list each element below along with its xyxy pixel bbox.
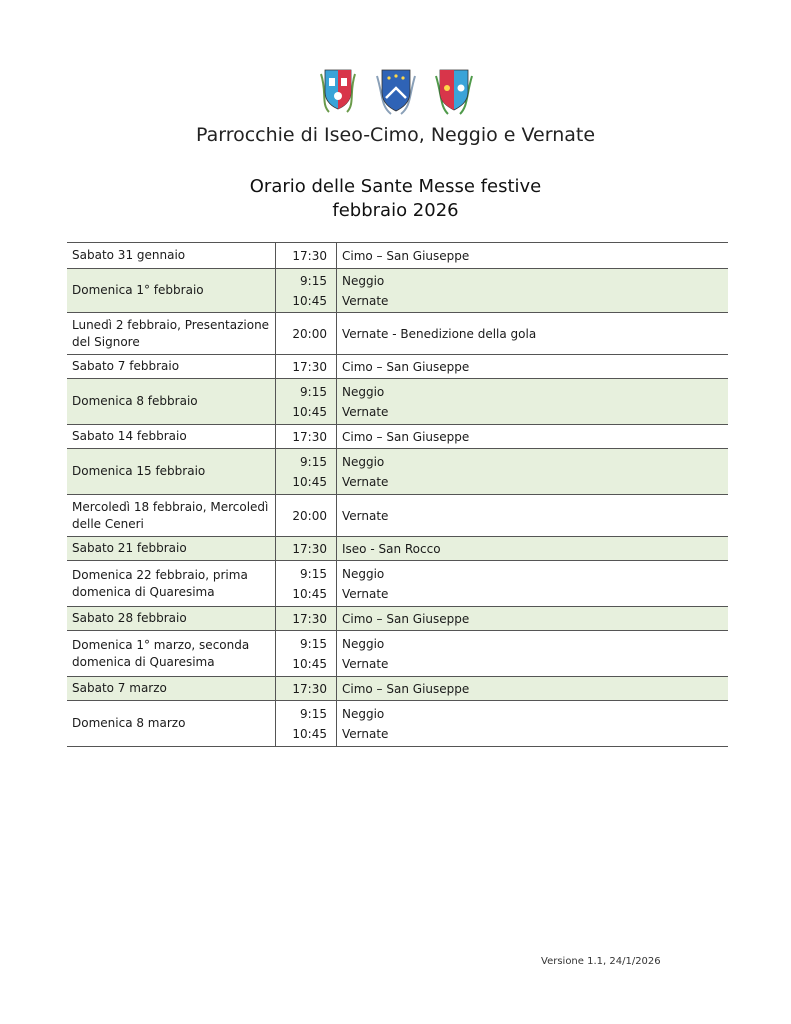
title-line-1: Orario delle Sante Messe festive: [249, 176, 542, 197]
day-cell: Domenica 15 febbraio: [67, 449, 276, 495]
place-cell: [337, 537, 729, 561]
table-row: [67, 607, 728, 631]
mass-time: 10:45: [292, 474, 327, 489]
mass-time: 9:15: [300, 454, 327, 469]
time-cell: [276, 495, 337, 537]
mass-time: 9:15: [300, 273, 327, 288]
place-cell: [337, 561, 729, 607]
table-row: [67, 449, 728, 495]
table-row: [67, 537, 728, 561]
time-cell: [276, 425, 337, 449]
place-cell: [337, 449, 729, 495]
mass-time: 9:15: [300, 636, 327, 651]
time-cell: [276, 379, 337, 425]
place-cell: [337, 313, 729, 355]
day-cell: Domenica 8 febbraio: [67, 379, 276, 425]
time-cell: [276, 355, 337, 379]
table-row: [67, 561, 728, 607]
place-cell: [337, 607, 729, 631]
time-cell: [276, 313, 337, 355]
time-cell: [276, 537, 337, 561]
mass-location: Neggio: [342, 566, 385, 581]
mass-schedule-table: [67, 242, 728, 747]
mass-time: 20:00: [292, 508, 327, 523]
mass-location: Cimo – San Giuseppe: [342, 611, 470, 626]
time-cell: [276, 269, 337, 313]
neggio-coat-of-arms-icon: [373, 66, 419, 118]
day-cell: Sabato 28 febbraio: [67, 607, 276, 631]
day-cell: Sabato 7 febbraio: [67, 355, 276, 379]
mass-location: Iseo - San Rocco: [342, 541, 441, 556]
mass-time: 10:45: [292, 293, 327, 308]
mass-time: 17:30: [292, 681, 327, 696]
table-row: [67, 379, 728, 425]
day-cell: Domenica 1° febbraio: [67, 269, 276, 313]
day-cell: Mercoledì 18 febbraio, Mercoledì delle Ceneri: [67, 495, 276, 537]
mass-location: Vernate: [342, 656, 389, 671]
mass-time: 10:45: [292, 726, 327, 741]
mass-location: Vernate - Benedizione della gola: [342, 326, 537, 341]
table-row: [67, 631, 728, 677]
place-cell: [337, 677, 729, 701]
place-cell: [337, 379, 729, 425]
time-cell: [276, 243, 337, 269]
mass-location: Vernate: [342, 474, 389, 489]
table-row: [67, 355, 728, 379]
mass-time: 9:15: [300, 706, 327, 721]
mass-time: 17:30: [292, 611, 327, 626]
table-row: [67, 701, 728, 747]
mass-location: Neggio: [342, 454, 385, 469]
mass-time: 17:30: [292, 429, 327, 444]
place-cell: [337, 495, 729, 537]
table-row: [67, 269, 728, 313]
day-cell: Sabato 21 febbraio: [67, 537, 276, 561]
table-row: [67, 243, 728, 269]
place-cell: [337, 701, 729, 747]
mass-time: 17:30: [292, 248, 327, 263]
parishes-heading: Parrocchie di Iseo-Cimo, Neggio e Vernate: [195, 124, 596, 146]
mass-location: Neggio: [342, 636, 385, 651]
title-line-2: febbraio 2026: [332, 200, 459, 221]
day-cell: Domenica 8 marzo: [67, 701, 276, 747]
iseo-cimo-coat-of-arms-icon: [315, 66, 361, 118]
place-cell: [337, 243, 729, 269]
mass-time: 9:15: [300, 384, 327, 399]
time-cell: [276, 677, 337, 701]
mass-time: 17:30: [292, 359, 327, 374]
mass-location: Cimo – San Giuseppe: [342, 681, 470, 696]
mass-location: Cimo – San Giuseppe: [342, 359, 470, 374]
day-cell: Sabato 7 marzo: [67, 677, 276, 701]
time-cell: [276, 561, 337, 607]
mass-location: Cimo – San Giuseppe: [342, 429, 470, 444]
place-cell: [337, 355, 729, 379]
coats-of-arms: [0, 66, 791, 118]
document-title: [0, 175, 791, 223]
table-row: [67, 495, 728, 537]
mass-time: 17:30: [292, 541, 327, 556]
day-cell: Domenica 1° marzo, seconda domenica di Quaresima: [67, 631, 276, 677]
day-cell: Domenica 22 febbraio, prima domenica di Quaresima: [67, 561, 276, 607]
mass-location: Neggio: [342, 384, 385, 399]
day-cell: Lunedì 2 febbraio, Presentazione del Signore: [67, 313, 276, 355]
time-cell: [276, 631, 337, 677]
mass-time: 10:45: [292, 404, 327, 419]
mass-time: 9:15: [300, 566, 327, 581]
mass-time: 20:00: [292, 326, 327, 341]
mass-location: Neggio: [342, 706, 385, 721]
vernate-coat-of-arms-icon: [431, 66, 477, 118]
table-row: [67, 313, 728, 355]
place-cell: [337, 631, 729, 677]
place-cell: [337, 269, 729, 313]
day-cell: Sabato 14 febbraio: [67, 425, 276, 449]
mass-location: Vernate: [342, 293, 389, 308]
mass-location: Vernate: [342, 404, 389, 419]
time-cell: [276, 607, 337, 631]
day-cell: Sabato 31 gennaio: [67, 243, 276, 269]
mass-location: Vernate: [342, 726, 389, 741]
mass-location: Vernate: [342, 508, 389, 523]
time-cell: [276, 449, 337, 495]
mass-location: Vernate: [342, 586, 389, 601]
table-row: [67, 425, 728, 449]
mass-time: 10:45: [292, 656, 327, 671]
table-row: [67, 677, 728, 701]
mass-time: 10:45: [292, 586, 327, 601]
time-cell: [276, 701, 337, 747]
version-note: Versione 1.1, 24/1/2026: [541, 956, 661, 967]
mass-location: Neggio: [342, 273, 385, 288]
place-cell: [337, 425, 729, 449]
mass-location: Cimo – San Giuseppe: [342, 248, 470, 263]
